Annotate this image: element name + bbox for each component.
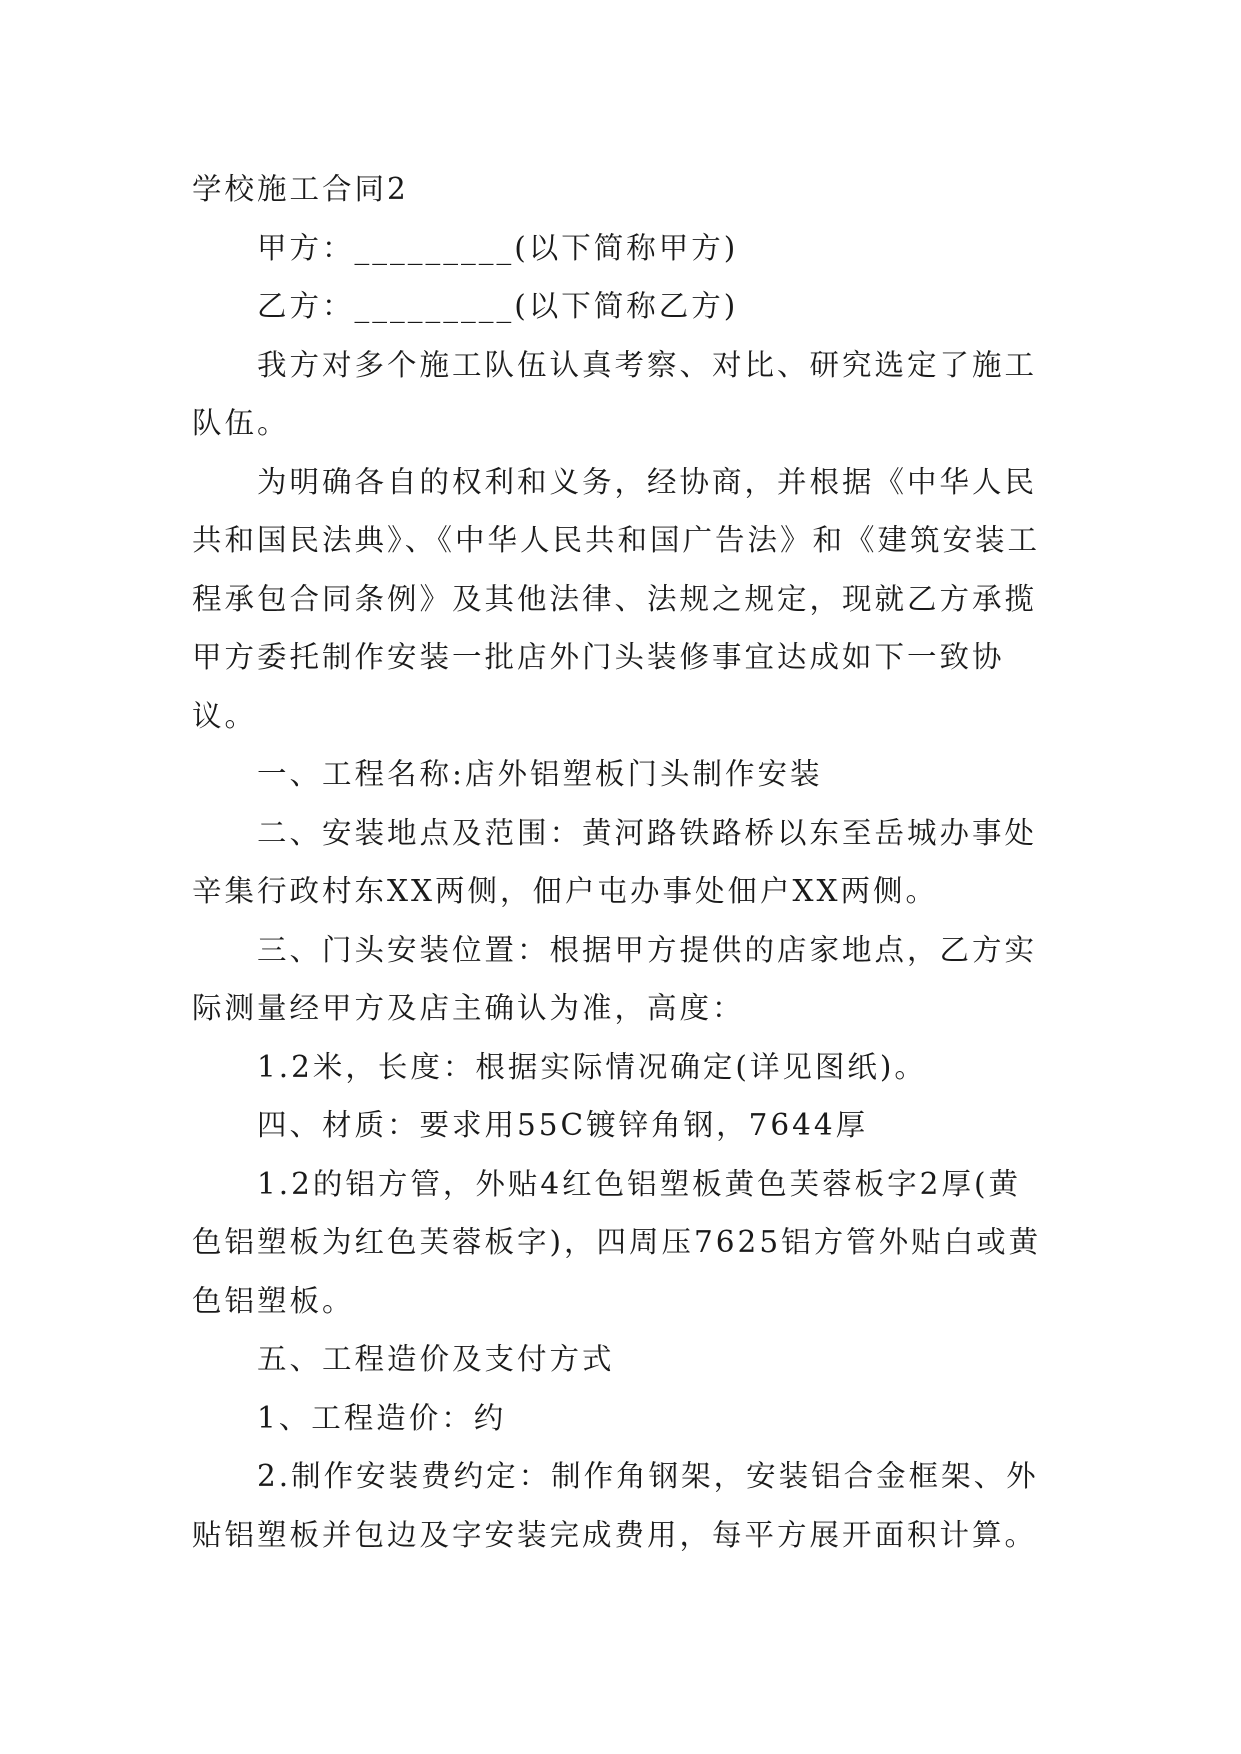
clause-fee-agreement: 2.制作安装费约定：制作角钢架，安装铝合金框架、外贴铝塑板并包边及字安装完成费用，每平方展开面积计算。 (192, 1459, 1039, 1552)
clause-material: 四、材质：要求用55C镀锌角钢，7644厚 (257, 1108, 869, 1142)
clause-dimensions: 1.2米，长度：根据实际情况确定(详见图纸)。 (257, 1049, 927, 1084)
clause-location: 二、安装地点及范围：黄河路铁路桥以东至岳城办事处辛集行政村东XX两侧，佃户屯办事处佃户XX两侧。 (192, 815, 1038, 908)
clause-position: 三、门头安装位置：根据甲方提供的店家地点，乙方实际测量经甲方及店主确认为准，高度： (192, 932, 1038, 1025)
clause-material-detail: 1.2的铝方管，外贴4红色铝塑板黄色芙蓉板字2厚(黄色铝塑板为红色芙蓉板字)，四周压7625铝方管外贴白或黄色铝塑板。 (192, 1166, 1042, 1318)
party-a-line: 甲方：_________(以下简称甲方) (257, 230, 739, 265)
clause-project-name: 一、工程名称:店外铝塑板门头制作安装 (257, 757, 823, 791)
document-title: 学校施工合同2 (192, 172, 409, 206)
paragraph-purpose: 为明确各自的权利和义务，经协商，并根据《中华人民共和国民法典》、《中华人民共和国广告法》和《建筑安装工程承包合同条例》及其他法律、法规之规定，现就乙方承揽甲方委托制作安装一批店外门头装修事宜达成如下一致协议。 (192, 464, 1041, 733)
clause-cost-estimate: 1、工程造价：约 (257, 1400, 507, 1435)
document-body (192, 160, 1052, 1564)
paragraph-selection: 我方对多个施工队伍认真考察、对比、研究选定了施工队伍。 (192, 347, 1038, 440)
clause-cost-heading: 五、工程造价及支付方式 (257, 1342, 615, 1376)
party-b-line: 乙方：_________(以下简称乙方) (257, 289, 739, 323)
